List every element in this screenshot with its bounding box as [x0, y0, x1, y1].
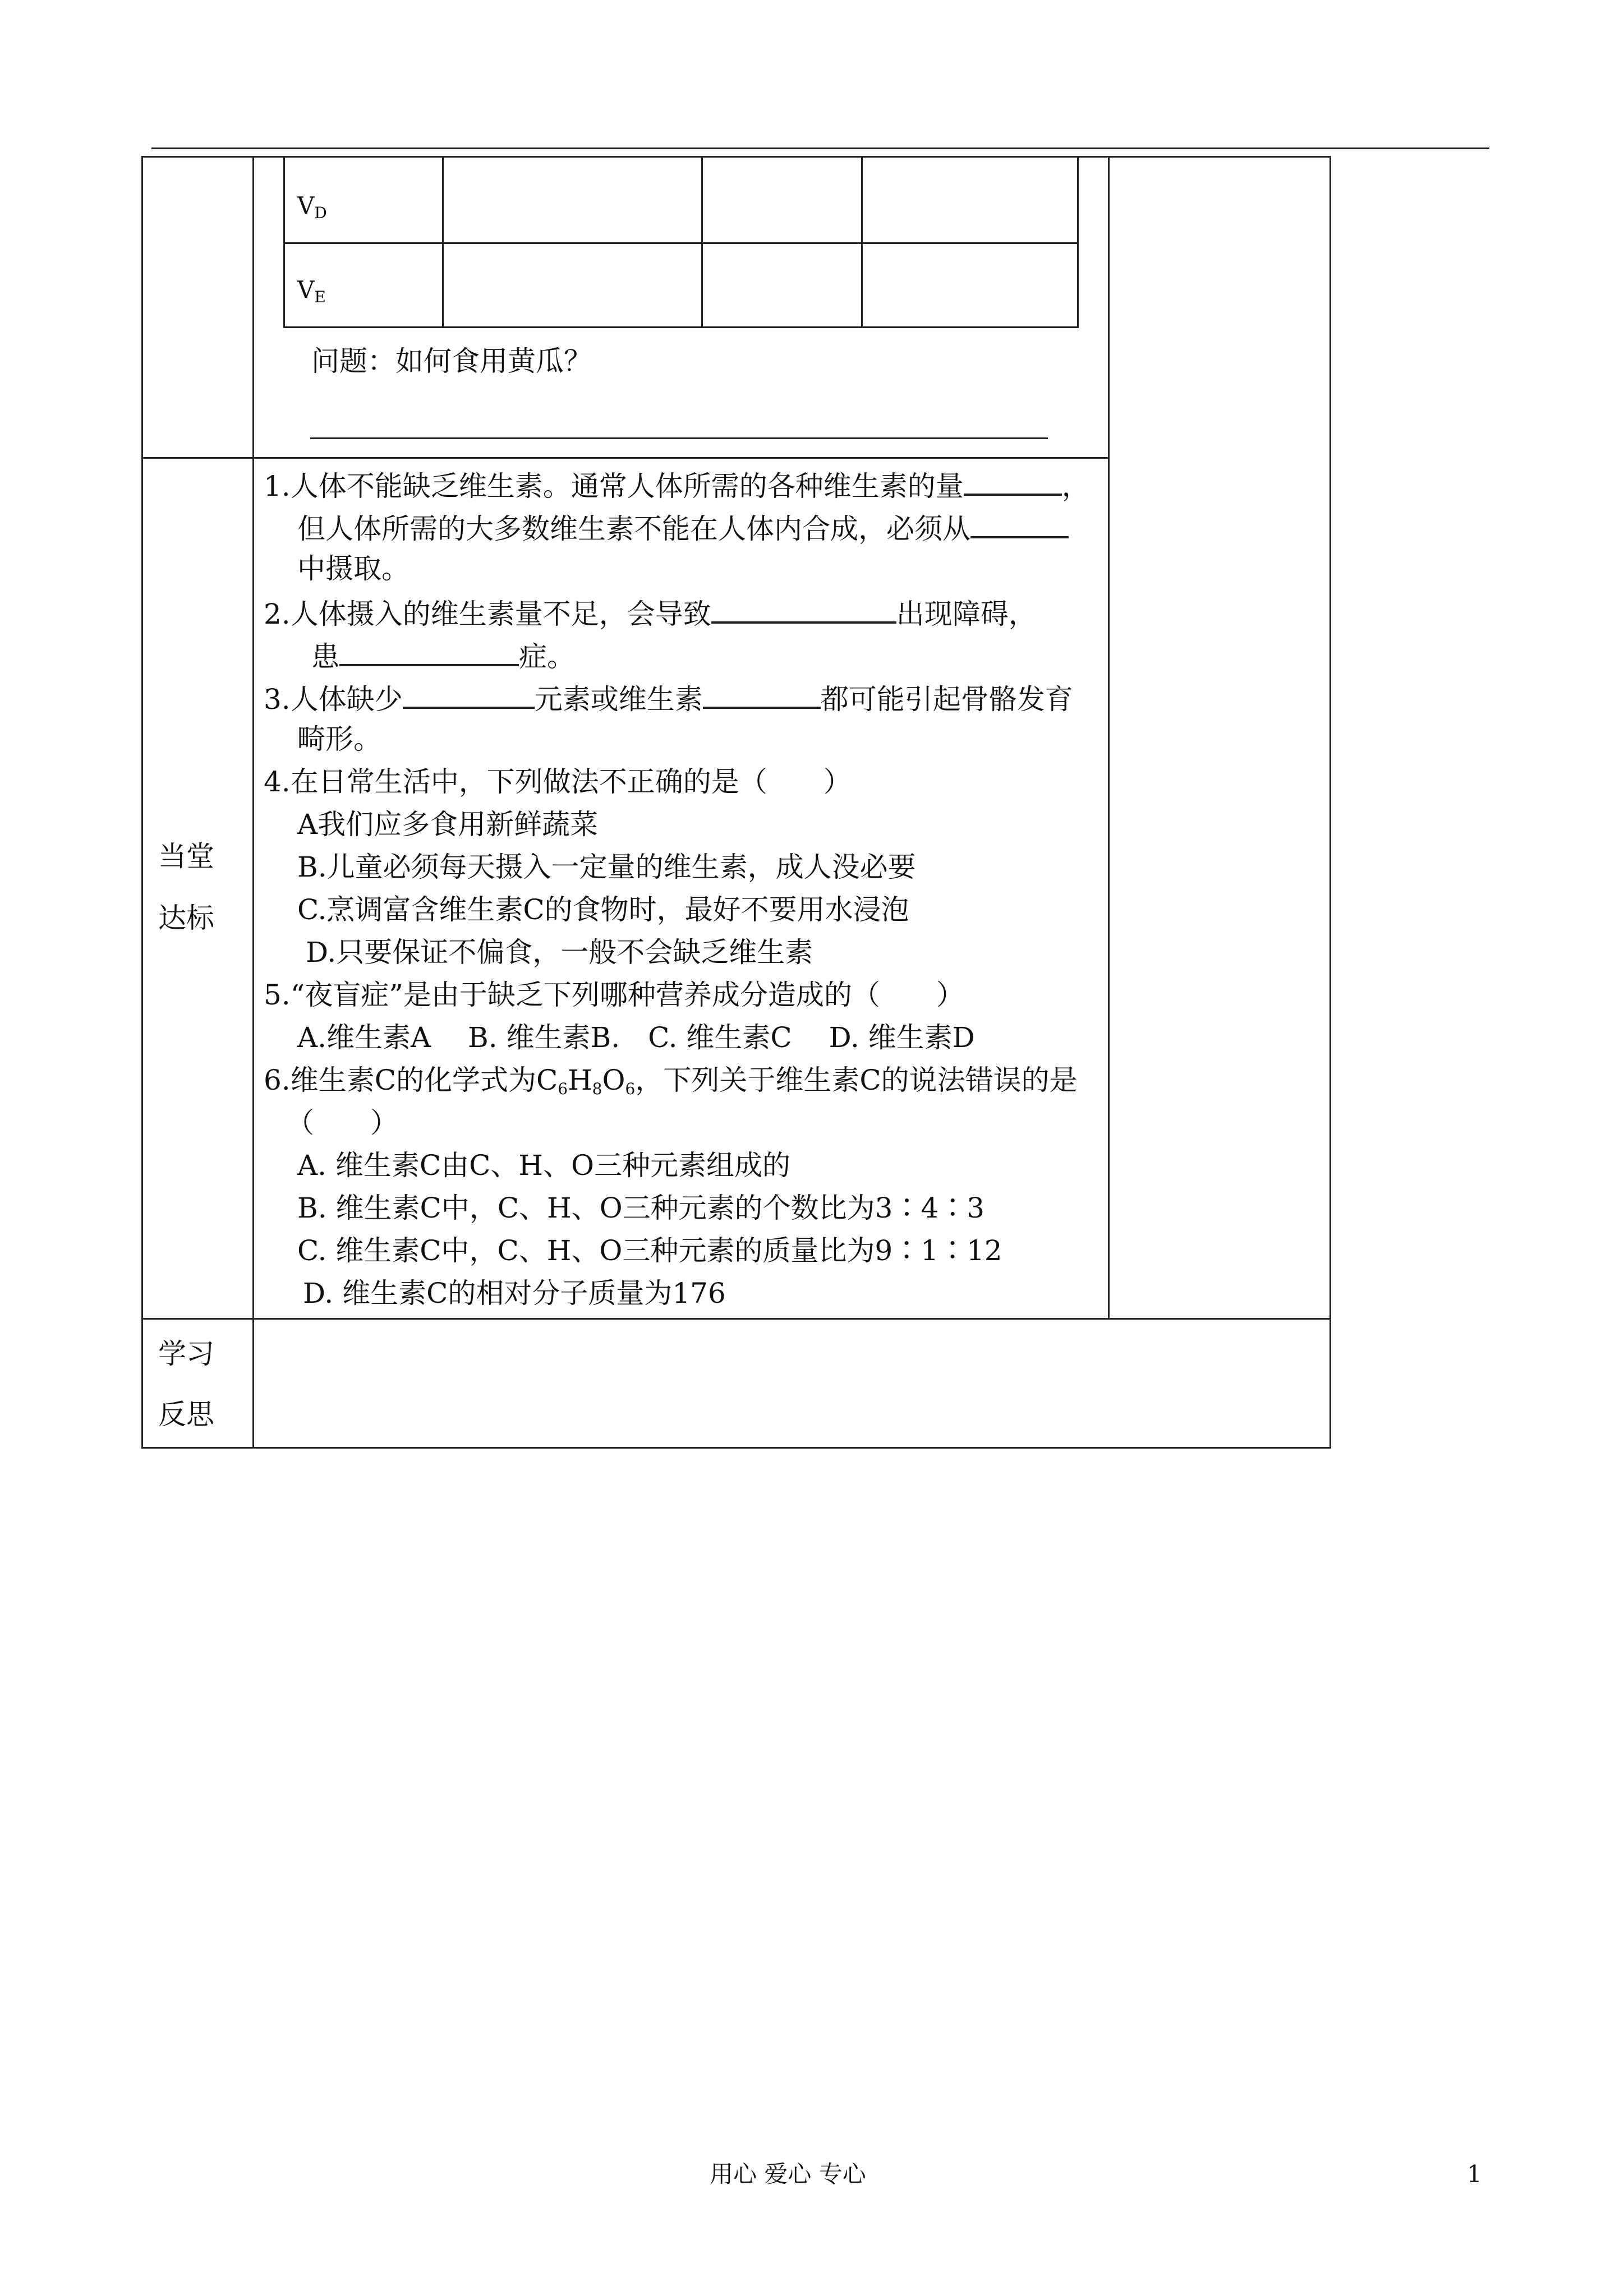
table-border-left — [141, 156, 143, 1449]
q4-option-b: B.儿童必须每天摄入一定量的维生素，成人没必要 — [297, 851, 916, 883]
inner-table-border-bottom — [283, 326, 1079, 328]
section-label-fansi-1: 学习 — [158, 1338, 214, 1370]
q6-option-c: C. 维生素C中，C、H、O三种元素的质量比为9∶1∶12 — [297, 1234, 1002, 1267]
table-col-divider-1 — [252, 156, 254, 1449]
table-border-bottom — [141, 1447, 1331, 1449]
q6-paren: （ ） — [286, 1106, 398, 1139]
q1-blank-2[interactable] — [970, 508, 1069, 538]
answer-line[interactable] — [310, 437, 1048, 439]
formula-vitamin-c: $C_6H_8O_6$ — [536, 1064, 636, 1098]
table-border-top — [141, 156, 1331, 158]
section-label-fansi-2: 反思 — [158, 1398, 214, 1431]
q5-options: A.维生素A B. 维生素B. C. 维生素C D. 维生素D — [297, 1021, 975, 1054]
section-label-dangtang-2: 达标 — [158, 902, 214, 934]
page-number: 1 — [1467, 2160, 1482, 2188]
q1-line-1: 1.人体不能缺乏维生素。通常人体所需的各种维生素的量 ， — [264, 465, 1090, 504]
q2-blank-2[interactable] — [339, 636, 519, 666]
q2-blank-1[interactable] — [711, 593, 896, 624]
q4-option-a: A我们应多食用新鲜蔬菜 — [297, 808, 599, 841]
q1-line-2: 但人体所需的大多数维生素不能在人体内合成，必须从 — [297, 508, 1069, 547]
q6-option-b: B. 维生素C中，C、H、O三种元素的个数比为3∶4∶3 — [297, 1192, 985, 1224]
q6-option-a: A. 维生素C由C、H、O三种元素组成的 — [297, 1149, 791, 1182]
q2-line-2: 患 症。 — [311, 636, 575, 675]
q3-line-2: 畸形。 — [297, 723, 381, 755]
q4-option-c: C.烹调富含维生素C的食物时，最好不要用水浸泡 — [297, 893, 909, 926]
q3-blank-1[interactable] — [403, 679, 535, 709]
table-row-divider-2 — [141, 1318, 1331, 1320]
table-border-right — [1329, 156, 1331, 1449]
q3-line-1: 3.人体缺少 元素或维生素 都可能引起骨骼发育 — [264, 679, 1073, 717]
q6-option-d: D. 维生素C的相对分子质量为176 — [303, 1277, 726, 1310]
footer-motto: 用心 爱心 专心 — [710, 2160, 866, 2188]
table-row-divider-1 — [141, 457, 1110, 459]
q1-line-3: 中摄取。 — [297, 552, 410, 585]
section-label-dangtang-1: 当堂 — [158, 840, 214, 873]
q3-blank-2[interactable] — [703, 679, 821, 709]
q4-option-d: D.只要保证不偏食，一般不会缺乏维生素 — [306, 936, 813, 969]
q2-line-1: 2.人体摄入的维生素量不足，会导致 出现障碍， — [264, 593, 1037, 632]
header-rule — [151, 147, 1489, 149]
row-label-ve: $V_E$ — [297, 276, 326, 306]
q4-stem: 4.在日常生活中，下列做法不正确的是（ ） — [264, 766, 852, 798]
question-text: 问题：如何食用黄瓜？ — [311, 345, 592, 377]
row-label-vd: $V_D$ — [297, 192, 327, 222]
table-col-divider-2 — [1108, 156, 1110, 1318]
q6-stem: 6.维生素C的化学式为$C_6H_8O_6$，下列关于维生素C的说法错误的是 — [264, 1064, 1078, 1098]
q5-stem: 5.“夜盲症”是由于缺乏下列哪种营养成分造成的（ ） — [264, 979, 964, 1011]
q1-blank-1[interactable] — [964, 465, 1062, 496]
inner-table-row-divider — [283, 242, 1079, 244]
